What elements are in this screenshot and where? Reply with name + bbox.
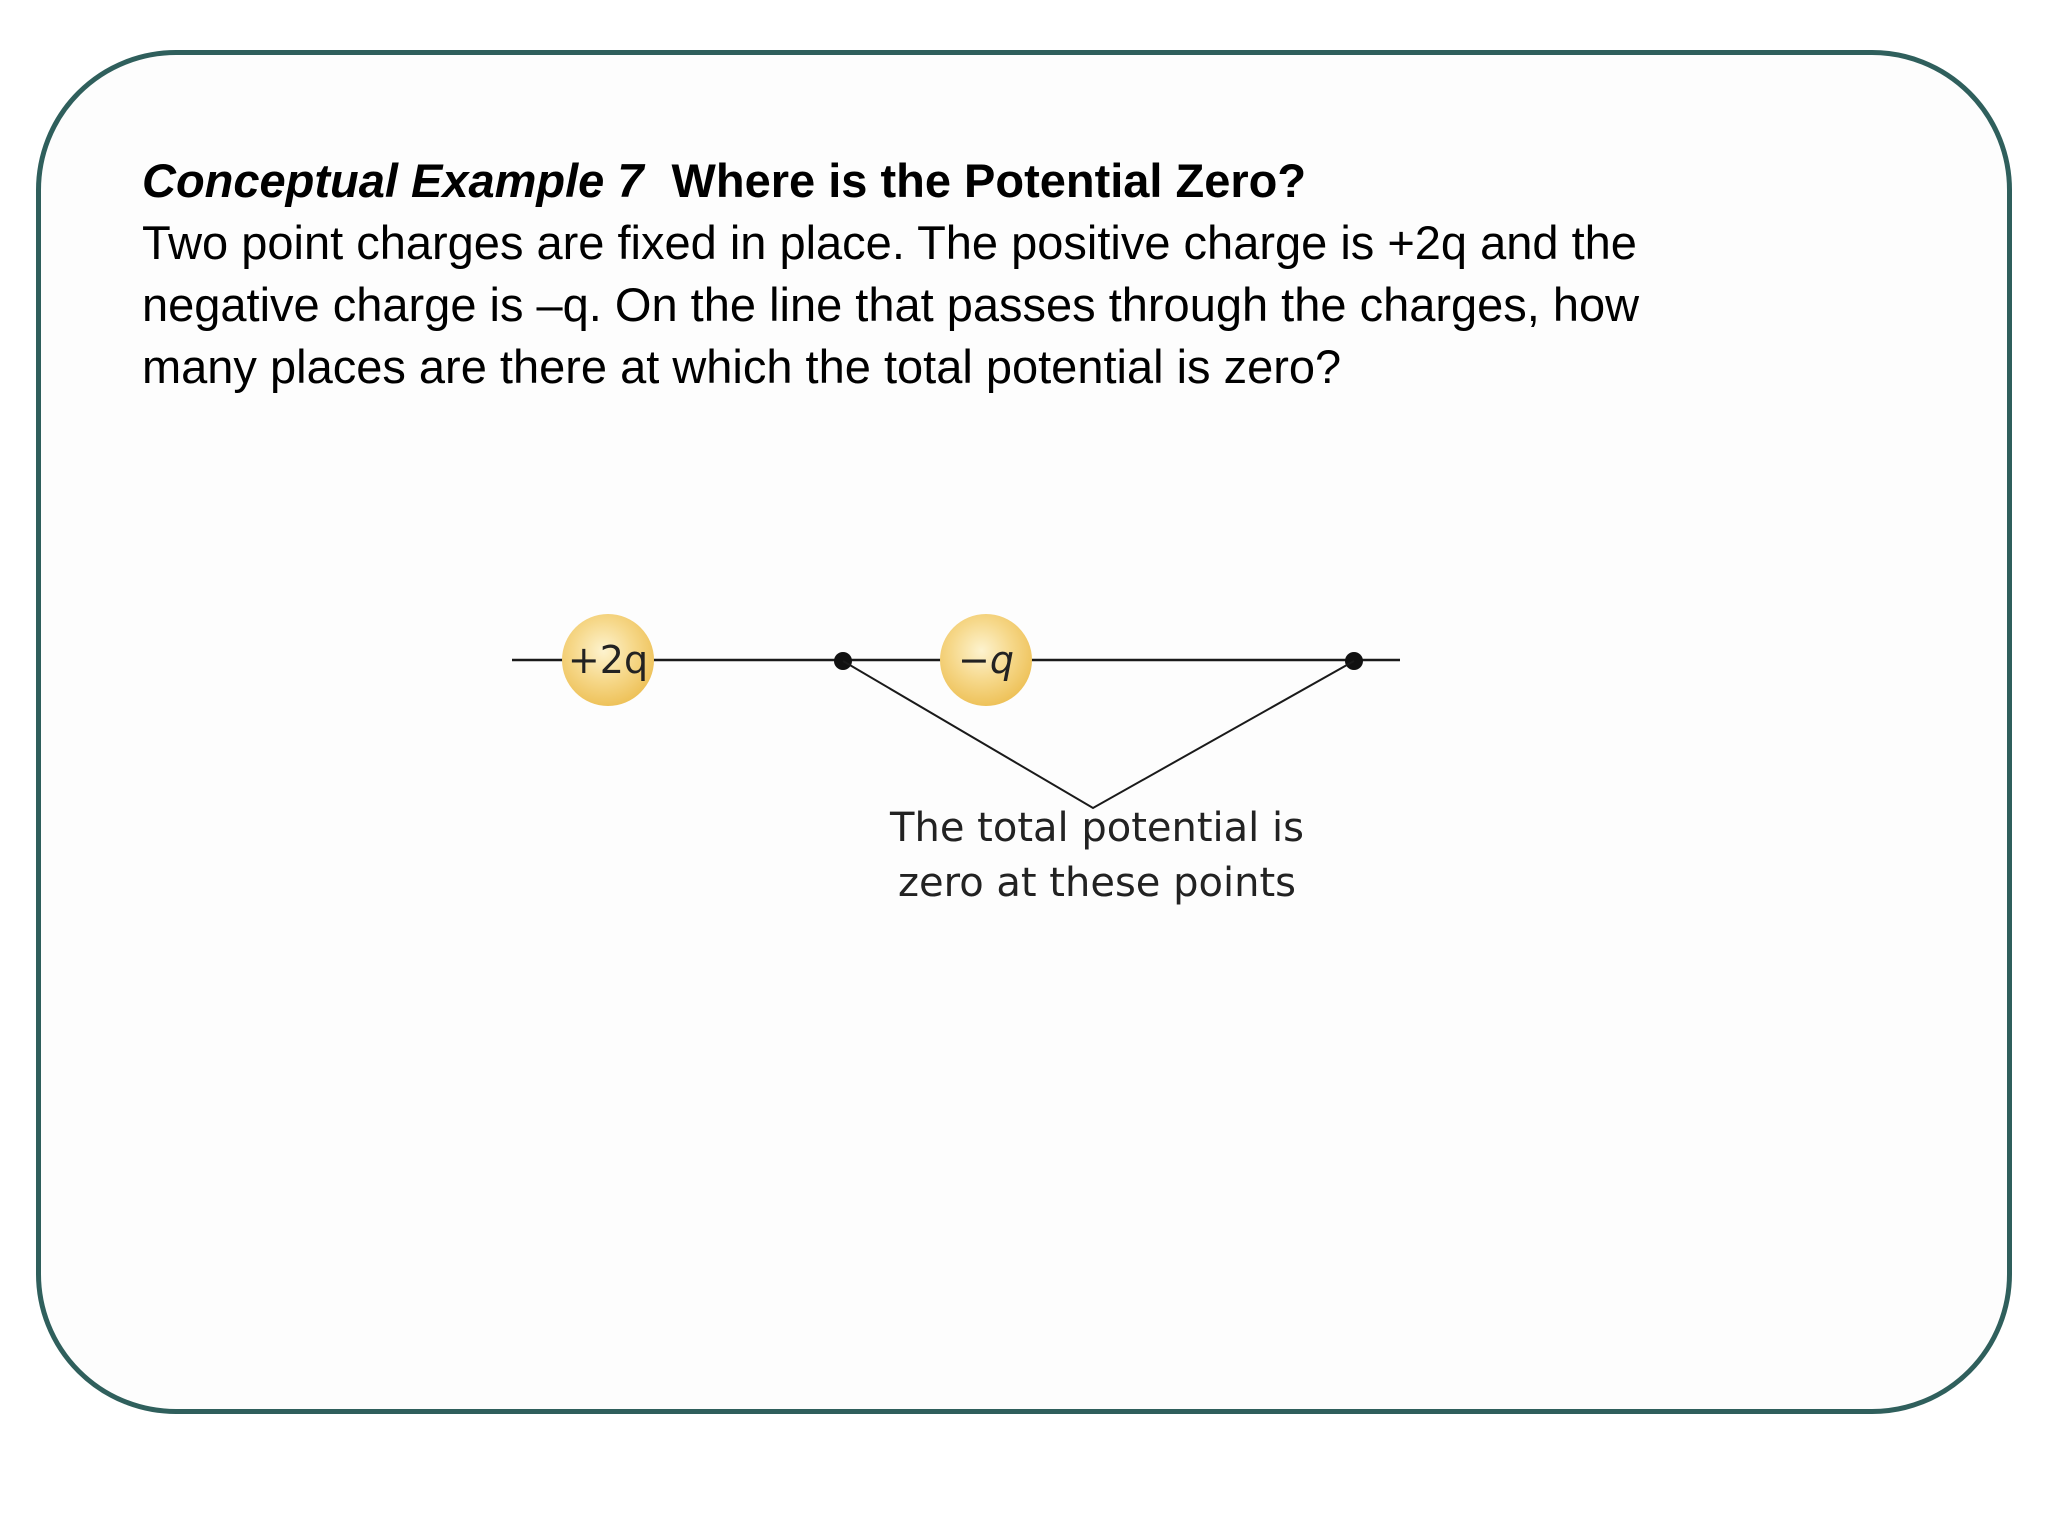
caption-line-2: zero at these points	[898, 860, 1296, 906]
heading-label: Conceptual Example 7	[142, 154, 644, 207]
positive-charge-label: +2q	[567, 638, 649, 682]
body-line-3: many places are there at which the total potential is zero?	[142, 340, 1342, 393]
heading-title: Where is the Potential Zero?	[671, 154, 1307, 207]
positive-charge	[562, 614, 654, 706]
caption-line-1: The total potential is	[890, 805, 1304, 851]
negative-charge-label: −q	[958, 638, 1014, 682]
body-line-1: Two point charges are fixed in place. The positive charge is +2q and the	[142, 216, 1637, 269]
body-line-2: negative charge is –q. On the line that passes through the charges, how	[142, 278, 1640, 331]
negative-charge	[940, 614, 1032, 706]
pointer-lines	[843, 661, 1354, 808]
